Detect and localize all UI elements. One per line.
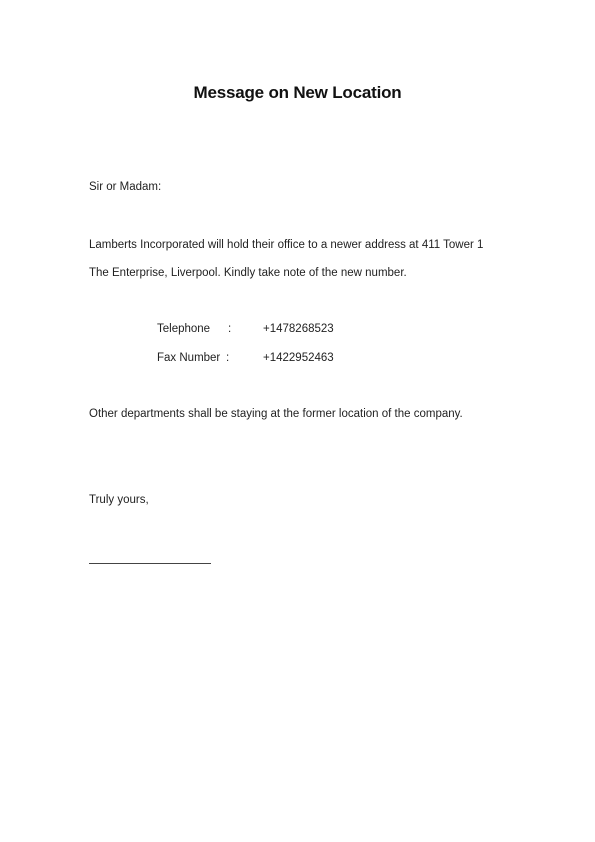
- salutation: Sir or Madam:: [89, 181, 162, 193]
- fax-colon: :: [226, 352, 230, 364]
- telephone-label: Telephone: [157, 323, 211, 335]
- other-departments-note: Other departments shall be staying at the former location of the company.: [89, 408, 463, 420]
- fax-value: +1422952463: [263, 352, 334, 364]
- telephone-value: +1478268523: [263, 323, 334, 335]
- fax-label: Fax Number: [157, 352, 221, 364]
- telephone-colon: :: [228, 323, 232, 335]
- closing: Truly yours,: [89, 494, 149, 506]
- document-title: Message on New Location: [193, 83, 402, 102]
- body-paragraph-line-2: The Enterprise, Liverpool. Kindly take note of the new number.: [89, 267, 407, 279]
- signature-line: [89, 563, 211, 564]
- body-paragraph-line-1: Lamberts Incorporated will hold their office to a newer address at 411 Tower 1: [89, 239, 484, 251]
